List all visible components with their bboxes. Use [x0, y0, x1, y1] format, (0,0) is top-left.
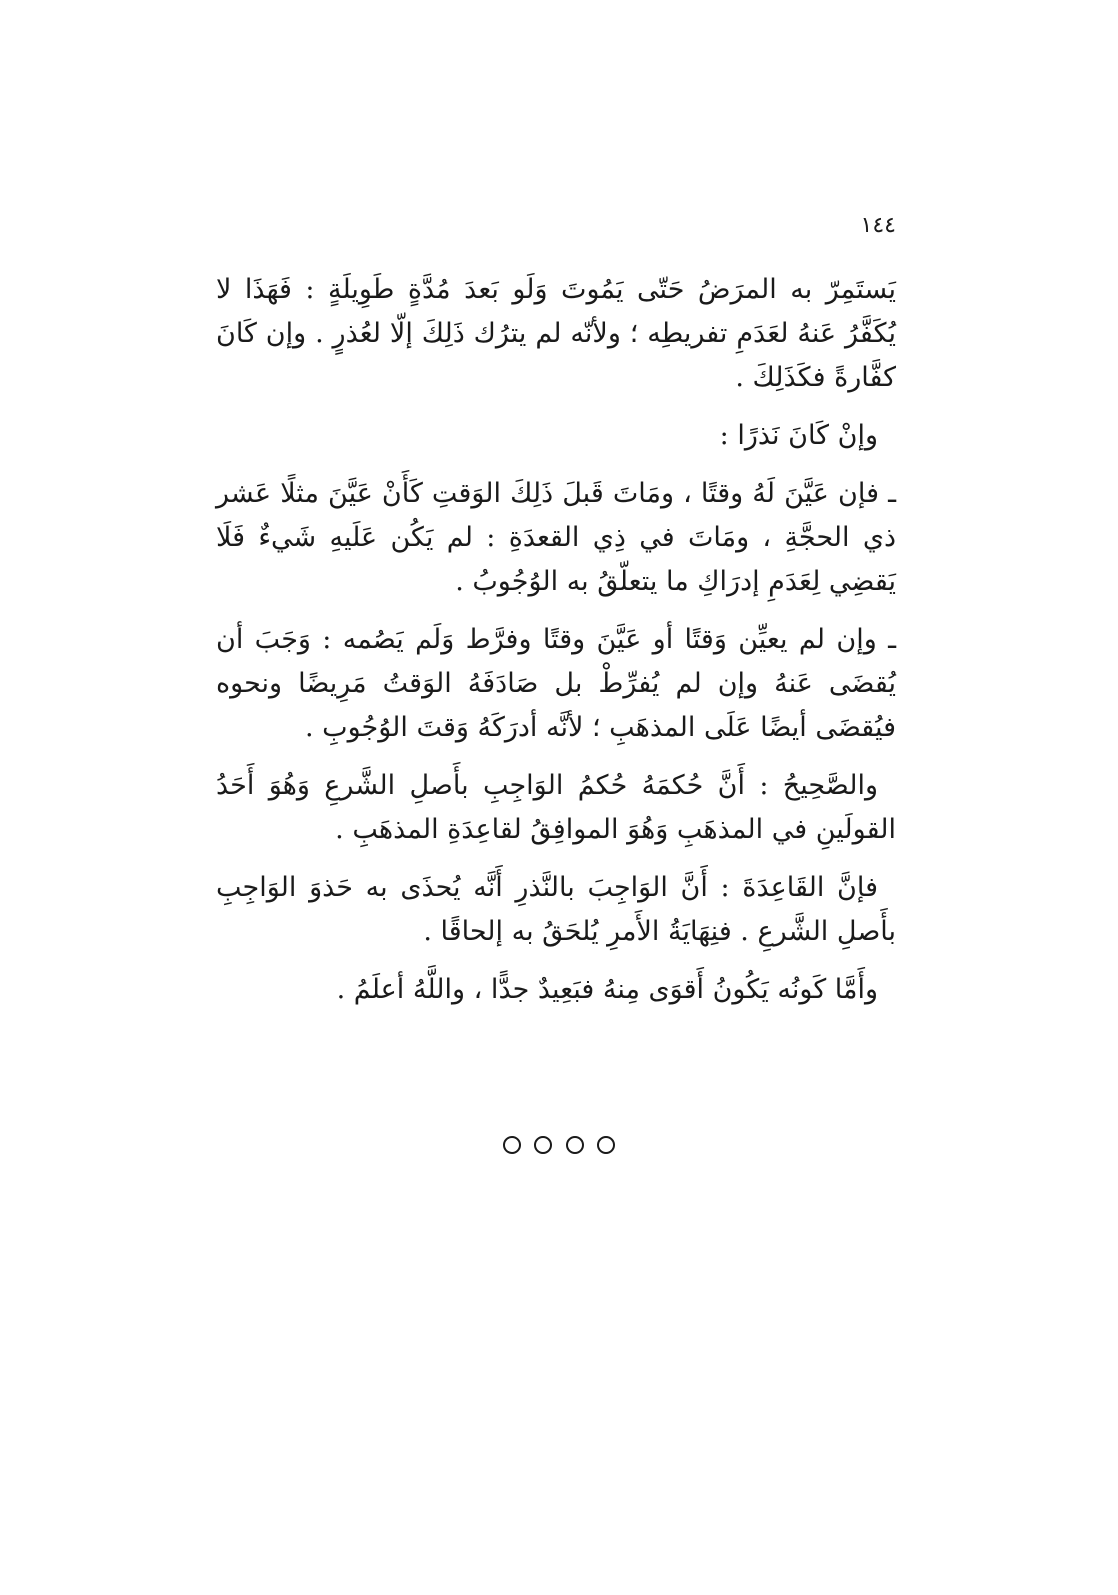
paragraph-4: ـ وإن لم يعيِّن وَقتًا أو عَيَّنَ وقتًا وفرَّط وَلَم يَصُمه : وَجَبَ أن يُقضَى عَنهُ وإن لم يُفرِّطْ بل صَادَفَهُ الوَقتُ مَرِيضًا ونحوه فيُقضَى أيضًا عَلَى المذهَبِ ؛ لأنَّه أدرَكَهُ وَقتَ الوُجُوبِ .: [216, 624, 896, 743]
circle-ornament-icon: [597, 1136, 615, 1154]
circle-ornament-icon: [503, 1136, 521, 1154]
paragraph-6: فإنَّ القَاعِدَةَ : أَنَّ الوَاجِبَ بالنَّذرِ أَنَّه يُحذَى به حَذوَ الوَاجِبِ بأَصلِ الشَّرعِ . فنِهَايَةُ الأَمرِ يُلحَقُ به إلحاقًا .: [216, 872, 896, 947]
paragraph-5: والصَّحِيحُ : أَنَّ حُكمَهُ حُكمُ الوَاجِبِ بأَصلِ الشَّرعِ وَهُوَ أَحَدُ القولَينِ في المذهَبِ وَهُوَ الموافِقُ لقاعِدَةِ المذهَبِ .: [216, 770, 896, 845]
circle-ornament-icon: [566, 1136, 584, 1154]
body-text: [216, 268, 896, 1026]
paragraph-1: يَستَمِرّ به المرَضُ حَتّى يَمُوتَ وَلَو بَعدَ مُدَّةٍ طَوِيلَةٍ : فَهَذَا لا يُكَفَّرُ عَنهُ لعَدَمِ تفريطِه ؛ ولأنّه لم يترُك ذَلِكَ إلّا لعُذرٍ . وإن كَانَ كفَّارةً فكَذَلِكَ .: [216, 274, 896, 393]
paragraph-7: وأَمَّا كَونُه يَكُونُ أَقوَى مِنهُ فبَعِيدٌ جدًّا ، واللَّهُ أعلَمُ .: [336, 974, 878, 1005]
paragraph-3: ـ فإن عَيَّنَ لَهُ وقتًا ، ومَاتَ قَبلَ ذَلِكَ الوَقتِ كَأَنْ عَيَّنَ مثلًا عَشر ذي الحجَّةِ ، ومَاتَ في ذِي القعدَةِ : لم يَكُن عَلَيهِ شَيءٌ فَلَا يَقضِي لِعَدَمِ إدرَاكِ ما يتعلّقُ به الوُجُوبُ .: [216, 478, 896, 597]
circle-ornament-icon: [534, 1136, 552, 1154]
page-number: ١٤٤: [860, 213, 896, 238]
paragraph-2: وإنْ كَانَ نَذرًا :: [719, 420, 878, 451]
section-separator: [0, 1136, 1118, 1158]
